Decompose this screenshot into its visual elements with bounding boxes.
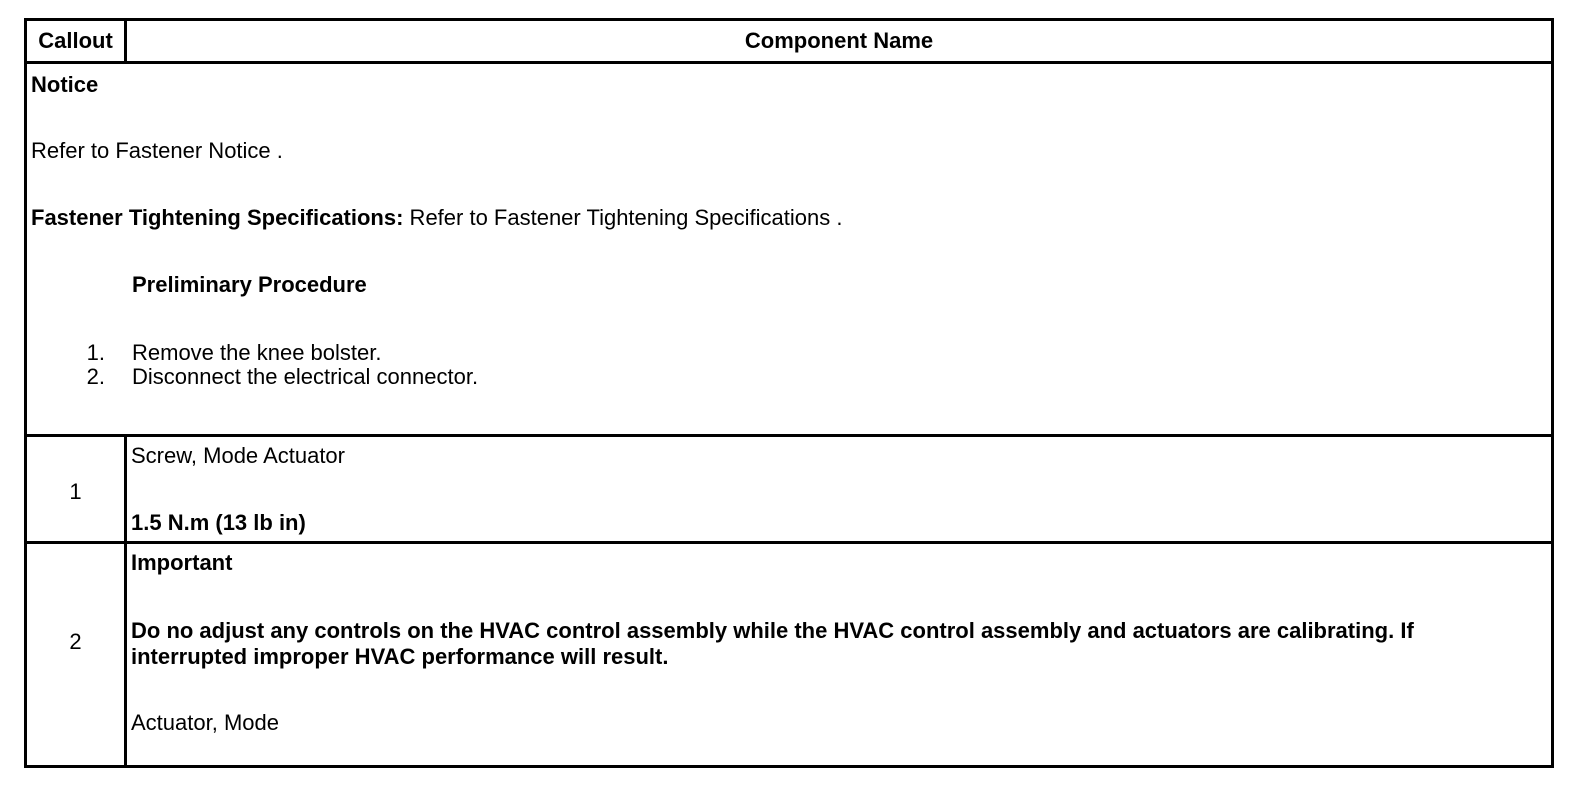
fastener-specs-label: Fastener Tightening Specifications:: [31, 205, 404, 230]
component-name: Actuator, Mode: [131, 710, 279, 735]
component-table: [24, 18, 1554, 768]
fastener-notice-reference: Refer to Fastener Notice .: [31, 138, 283, 163]
step-text: Disconnect the electrical connector.: [132, 364, 479, 389]
component-name: Screw, Mode Actuator: [131, 443, 345, 468]
header-callout: Callout: [27, 21, 127, 61]
fastener-specs-reference: Refer to Fastener Tightening Specifications .: [403, 205, 843, 230]
notice-section: [27, 64, 1551, 437]
step-text: Remove the knee bolster.: [132, 340, 382, 365]
step-number: 1.: [86, 340, 105, 365]
callout-cell: [27, 437, 127, 541]
callout-cell: [27, 544, 127, 765]
notice-title: Notice: [31, 72, 99, 97]
header-component-name: Component Name: [744, 28, 934, 53]
torque-spec: 1.5 N.m (13 lb in): [131, 510, 306, 535]
component-cell: [127, 544, 1551, 765]
callout-number: 1: [69, 479, 82, 504]
important-text: Do no adjust any controls on the HVAC control assembly while the HVAC control assembly and actuators are calibrating. If interrupted improper HVAC performance will result.: [131, 618, 1414, 669]
component-cell: [127, 437, 1551, 541]
table-row: [27, 544, 1551, 765]
preliminary-procedure-title: Preliminary Procedure: [132, 272, 367, 297]
step-number: 2.: [86, 364, 105, 389]
callout-number: 2: [69, 629, 82, 654]
table-header-row: [27, 21, 1551, 64]
table-row: [27, 437, 1551, 544]
important-title: Important: [131, 550, 233, 575]
fastener-specs-line: [31, 205, 842, 231]
